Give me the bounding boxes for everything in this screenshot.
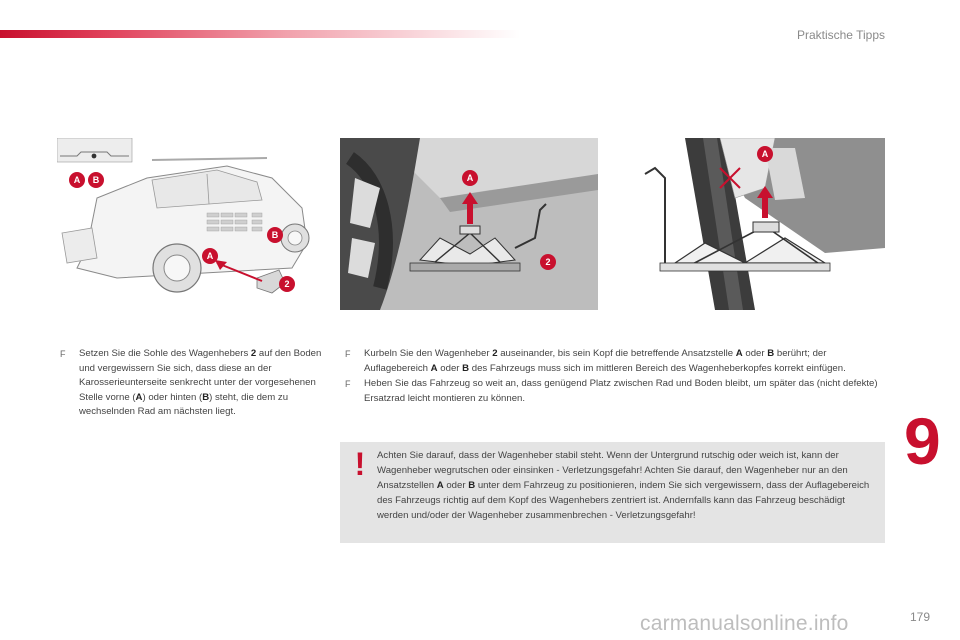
label-b-car: B xyxy=(271,230,279,240)
section-title: Praktische Tipps xyxy=(796,28,885,42)
label-a-top: A xyxy=(73,175,81,185)
bullet-icon: F xyxy=(345,349,351,359)
instruction-position-jack: F Setzen Sie die Sohle des Wagenhebers 2 auf den Boden und vergewissern Sie sich, dass diese an der Karosserieunterseite senkrecht unter der vorgesehenen Stelle vorne (A) oder hinten (B) steht, die dem zu wechselnden Rad am nächsten liegt. xyxy=(60,348,322,418)
label-jack-2b: 2 xyxy=(545,257,551,267)
car-illustration xyxy=(57,138,312,310)
instructions-right xyxy=(345,347,880,407)
warning-box xyxy=(340,442,885,543)
instruction-crank-jack: F Kurbeln Sie den Wagenheber 2 auseinander, bis sein Kopf die betreffende Ansatzstelle A oder B berührt; der Auflagebereich A oder B des Fahrzeugs muss sich im mittleren Bereich des Wagenheberkopfes korrekt einfügen. xyxy=(345,348,846,374)
label-a-head: A xyxy=(761,149,769,159)
watermark: carmanualsonline.info xyxy=(640,612,849,635)
label-a-jack: A xyxy=(466,173,474,183)
chapter-number: 9 xyxy=(904,404,941,478)
jack-head-illustration xyxy=(625,138,885,310)
jack-sill-illustration xyxy=(340,138,598,310)
warning-exclamation-icon: ! xyxy=(354,446,366,482)
label-b-top: B xyxy=(92,175,100,185)
figure-jack-under-sill xyxy=(340,138,598,310)
bullet-icon: F xyxy=(60,349,66,359)
header-accent-bar xyxy=(0,30,520,38)
figure-car-jacking-points xyxy=(57,138,312,310)
label-a-car: A xyxy=(206,251,214,261)
instruction-raise-vehicle: F Heben Sie das Fahrzeug so weit an, dass genügend Platz zwischen Rad und Boden bleibt, um später das (nicht defekte) Ersatzrad leicht montieren zu können. xyxy=(345,378,878,404)
warning-text: Achten Sie darauf, dass der Wagenheber stabil steht. Wenn der Untergrund rutschig oder weich ist, kann der Wagenheber wegrutschen oder einsinken - Verletzungsgefahr! Achten Sie darauf, den Wagenheber nur an den Ansatzstellen A oder B unter dem Fahrzeug zu positionieren, indem Sie sich vergewissern, dass der Auflagebereich des Fahrzeugs richtig auf dem Kopf des Wagenhebers zentriert ist. Andernfalls kann das Fahrzeug beschädigt werden und/oder der Wagenheber zusammenbrechen - Verletzungsgefahr! xyxy=(377,450,870,521)
figure-jack-head-closeup xyxy=(625,138,885,310)
bullet-icon: F xyxy=(345,379,351,390)
label-jack-2: 2 xyxy=(284,279,290,289)
page-number: 179 xyxy=(910,610,931,624)
instructions-left xyxy=(60,347,322,421)
